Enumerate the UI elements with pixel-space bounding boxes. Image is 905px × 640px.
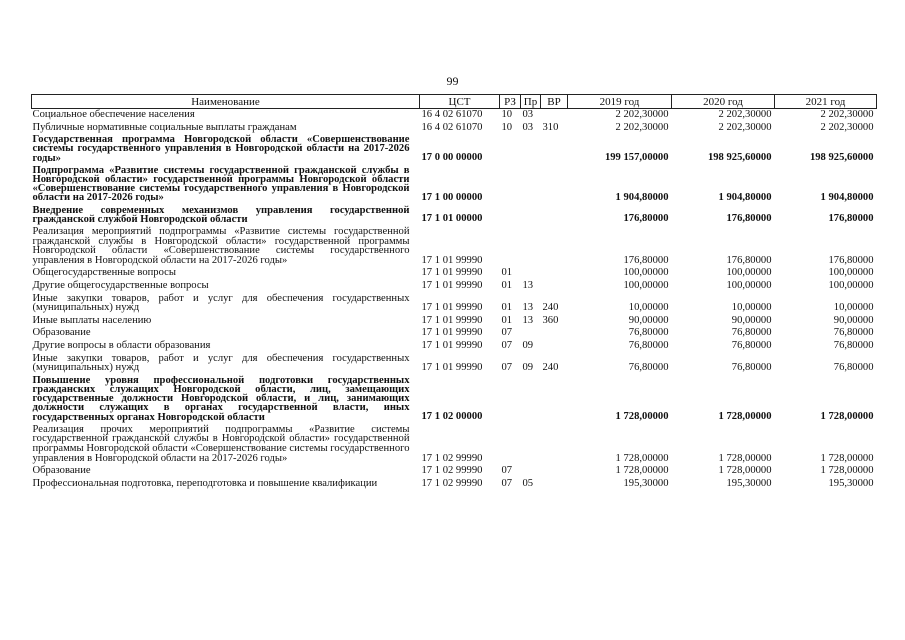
row-amount-2021: 1 728,00000 [820,465,874,477]
row-rz [500,205,521,226]
row-cst: 17 1 02 00000 [421,411,483,423]
row-amount-2021: 100,00000 [828,267,874,279]
row-amount-2019: 176,80000 [623,254,669,266]
row-amount-2020: 176,80000 [726,213,772,225]
row-vr [541,424,568,465]
row-amount-2020: 1 728,00000 [718,465,772,477]
row-amount-2020: 76,80000 [731,362,772,374]
row-amount-2021: 198 925,60000 [809,152,874,164]
header-2021: 2021 год [775,95,877,109]
row-vr [541,340,568,353]
row-amount-2020: 195,30000 [726,477,772,489]
row-amount-2019: 76,80000 [628,327,669,339]
row-amount-2020: 1 728,00000 [718,411,772,423]
row-rz: 01 [501,279,513,291]
header-2019: 2019 год [568,95,672,109]
row-amount-2021: 1 728,00000 [820,411,874,423]
row-cst: 17 1 01 99990 [421,279,483,291]
row-amount-2021: 10,00000 [833,302,874,314]
row-pr: 09 [522,362,534,374]
table-row [32,134,877,165]
row-vr [541,226,568,267]
row-amount-2019: 1 728,00000 [615,452,669,464]
row-rz: 07 [501,465,513,477]
row-pr [521,375,541,424]
row-cst: 17 1 01 99990 [421,267,483,279]
table-row [32,293,877,315]
row-amount-2019: 2 202,30000 [615,121,669,133]
row-vr [541,465,568,478]
row-rz [500,424,521,465]
row-amount-2021: 195,30000 [828,477,874,489]
row-name: Социальное обеспечение населения [32,109,195,120]
row-vr [541,327,568,340]
row-cst: 17 1 02 99990 [421,452,483,464]
row-cst: 17 0 00 00000 [421,152,483,164]
row-amount-2021: 176,80000 [828,213,874,225]
row-vr [541,165,568,205]
row-name: Образование [32,465,91,477]
header-vr: ВР [541,95,568,109]
row-amount-2020: 2 202,30000 [718,109,772,120]
row-rz: 07 [501,327,513,339]
header-pr: Пр [521,95,541,109]
row-vr [541,478,568,491]
row-vr [541,267,568,280]
table-row [32,165,877,205]
row-amount-2019: 195,30000 [623,477,669,489]
table-header-row [32,95,877,109]
row-vr [541,134,568,165]
row-rz [500,165,521,205]
row-rz: 10 [501,109,513,120]
row-name: Реализация мероприятий подпрограммы «Развитие системы государственной гражданской службы в Новгородской области» государственной программы Новгородской области «Совершенствование системы государственного управления в Новгородской области на 2017-2026 годы» [32,226,410,266]
row-pr [521,134,541,165]
row-pr: 13 [522,279,534,291]
row-amount-2019: 1 728,00000 [615,465,669,477]
row-vr: 240 [542,302,559,314]
row-pr [521,205,541,226]
row-rz: 01 [501,302,513,314]
row-amount-2019: 199 157,00000 [604,152,669,164]
row-name: Профессиональная подготовка, переподготовка и повышение квалификации [32,477,378,489]
row-amount-2020: 2 202,30000 [718,121,772,133]
row-rz: 01 [501,267,513,279]
row-amount-2019: 100,00000 [623,279,669,291]
row-amount-2021: 2 202,30000 [820,121,874,133]
row-vr [541,280,568,293]
row-vr [541,375,568,424]
row-pr: 09 [522,339,534,351]
row-amount-2020: 176,80000 [726,254,772,266]
table-row [32,375,877,424]
table-row [32,340,877,353]
row-name: Иные выплаты населению [32,314,152,326]
row-rz: 07 [501,362,513,374]
row-name: Публичные нормативные социальные выплаты гражданам [32,121,297,133]
row-pr [521,267,541,280]
row-amount-2021: 2 202,30000 [820,109,874,120]
row-amount-2021: 1 728,00000 [820,452,874,464]
row-pr: 03 [522,109,534,120]
row-pr: 13 [522,314,534,326]
row-amount-2019: 100,00000 [623,267,669,279]
row-amount-2019: 1 904,80000 [615,192,669,204]
table-row [32,122,877,135]
row-cst: 17 1 02 99990 [421,465,483,477]
row-vr [541,205,568,226]
row-amount-2020: 1 904,80000 [718,192,772,204]
row-pr [521,465,541,478]
row-name: Образование [32,327,91,339]
row-pr: 13 [522,302,534,314]
table-row [32,465,877,478]
row-name: Подпрограмма «Развитие системы государственной гражданской службы в Новгородской области» государственной программы Новгородской области «Совершенствование системы государственного управления в Новгородской области на 2017-2026 годы» [32,164,410,204]
row-amount-2021: 90,00000 [833,314,874,326]
row-amount-2019: 90,00000 [628,314,669,326]
table-row [32,280,877,293]
row-cst: 17 1 01 99990 [421,362,483,374]
row-cst: 17 1 01 99990 [421,339,483,351]
header-rz: РЗ [500,95,521,109]
table-row [32,109,877,122]
row-amount-2020: 100,00000 [726,279,772,291]
row-cst: 17 1 01 99990 [421,327,483,339]
row-amount-2020: 1 728,00000 [718,452,772,464]
row-name: Повышение уровня профессиональной подготовки государственных гражданских служащих Новгородской области, лиц, замещающих государственные должности Новгородской области, и лиц, занимающих должности служащих в органах государственной власти, иных государственных органах Новгородской области [32,374,410,423]
table-row [32,353,877,375]
row-amount-2019: 1 728,00000 [615,411,669,423]
row-pr [521,226,541,267]
table-row [32,205,877,226]
row-pr [521,165,541,205]
row-amount-2019: 76,80000 [628,362,669,374]
row-rz [500,375,521,424]
row-rz [500,226,521,267]
row-amount-2019: 10,00000 [628,302,669,314]
header-name: Наименование [32,95,420,109]
row-name: Реализация прочих мероприятий подпрограммы «Развитие системы государственной гражданской службы в Новгородской области» государственной программы Новгородской области «Совершенствование системы государственного управления в Новгородской области на 2017-2026 годы» [32,423,410,464]
row-vr [541,109,568,122]
row-vr: 240 [542,362,559,374]
row-pr: 05 [522,477,534,489]
table-row [32,315,877,328]
page-number: 99 [446,74,459,88]
row-rz: 07 [501,339,513,351]
row-pr [521,327,541,340]
row-amount-2021: 76,80000 [833,327,874,339]
row-amount-2021: 76,80000 [833,339,874,351]
row-cst: 17 1 01 00000 [421,213,483,225]
row-amount-2021: 100,00000 [828,279,874,291]
row-cst: 17 1 01 99990 [421,254,483,266]
row-rz: 01 [501,314,513,326]
budget-table [31,94,877,490]
row-amount-2019: 176,80000 [623,213,669,225]
row-pr [521,424,541,465]
row-name: Другие вопросы в области образования [32,339,211,351]
table-row [32,424,877,465]
row-cst: 16 4 02 61070 [421,121,483,133]
row-name: Иные закупки товаров, работ и услуг для обеспечения государственных (муниципальных) нужд [32,352,410,374]
row-amount-2020: 76,80000 [731,339,772,351]
row-amount-2021: 1 904,80000 [820,192,874,204]
row-amount-2019: 76,80000 [628,339,669,351]
table-row [32,267,877,280]
row-vr: 360 [542,314,559,326]
table-row [32,478,877,491]
row-rz [500,134,521,165]
row-cst: 17 1 01 99990 [421,314,483,326]
row-amount-2021: 76,80000 [833,362,874,374]
table-body [32,109,877,491]
header-2020: 2020 год [672,95,775,109]
row-cst: 16 4 02 61070 [421,109,483,120]
table-row [32,226,877,267]
row-amount-2020: 198 925,60000 [707,152,772,164]
table-row [32,327,877,340]
row-amount-2020: 10,00000 [731,302,772,314]
row-name: Общегосударственные вопросы [32,267,176,279]
row-amount-2020: 100,00000 [726,267,772,279]
row-cst: 17 1 02 99990 [421,477,483,489]
row-cst: 17 1 00 00000 [421,192,483,204]
row-amount-2019: 2 202,30000 [615,109,669,120]
row-rz: 07 [501,477,513,489]
row-amount-2020: 76,80000 [731,327,772,339]
row-name: Иные закупки товаров, работ и услуг для обеспечения государственных (муниципальных) нужд [32,292,410,314]
header-cst: ЦСТ [420,95,500,109]
row-name: Внедрение современных механизмов управления государственной гражданской службой Новгородской области [32,204,410,225]
row-name: Другие общегосударственные вопросы [32,279,209,291]
row-name: Государственная программа Новгородской области «Совершенствование системы государственного управления в Новгородской области на 2017-2026 годы» [32,134,410,164]
row-amount-2020: 90,00000 [731,314,772,326]
row-rz: 10 [501,121,513,133]
row-pr: 03 [522,121,534,133]
row-cst: 17 1 01 99990 [421,302,483,314]
row-vr: 310 [542,121,559,133]
row-amount-2021: 176,80000 [828,254,874,266]
